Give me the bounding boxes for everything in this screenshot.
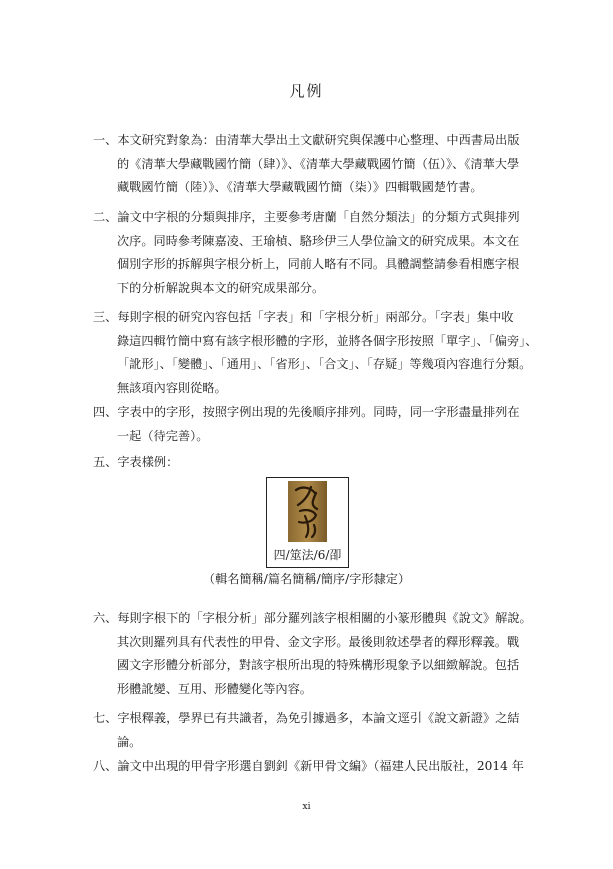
item-line: 八、論文中出現的甲骨字形選自劉釗《新甲骨文編》（福建人民出版社，2014 年 bbox=[93, 759, 524, 773]
item-line: 其次則羅列具有代表性的甲骨、金文字形。最後則敘述學者的釋形釋義。戰 bbox=[117, 634, 520, 649]
item-line: 一、本文研究對象為：由清華大學出土文獻研究與保護中心整理、中西書局出版 bbox=[93, 133, 520, 147]
item-line: 六、每則字根下的「字根分析」部分羅列該字根相關的小篆形體與《說文》解說。 bbox=[93, 611, 532, 625]
item-line: 無該項內容則從略。 bbox=[117, 380, 227, 395]
list-item bbox=[93, 129, 533, 200]
list-item bbox=[93, 451, 533, 475]
item-line: 四、字表中的字形，按照字例出現的先後順序排列。同時，同一字形盡量排列在 bbox=[93, 405, 520, 419]
item-line: 個別字形的拆解與字根分析上，同前人略有不同。具體調整請參看相應字根 bbox=[117, 257, 520, 271]
sample-label: 四/筮法/6/卲 bbox=[273, 548, 342, 562]
item-line: 五、字表樣例： bbox=[93, 455, 179, 469]
item-line: 論。 bbox=[117, 734, 142, 749]
item-line: 「訛形」、「變體」、「通用」、「省形」、「合文」、「存疑」等幾項內容進行分類。 bbox=[117, 357, 532, 371]
item-line: 國文字形體分析部分，對該字根所出現的特殊構形現象予以細緻解說。包括 bbox=[117, 658, 520, 672]
page-title: 凡例 bbox=[289, 82, 324, 100]
item-line: 錄這四輯竹簡中寫有該字根形體的字形，並將各個字形按照「單字」、「偏旁」、 bbox=[117, 333, 538, 348]
bamboo-slip-glyph-image bbox=[288, 481, 327, 542]
list-item bbox=[93, 206, 533, 300]
list-item bbox=[93, 401, 533, 448]
sample-box bbox=[266, 477, 349, 568]
item-line: 三、每則字根的研究內容包括「字表」和「字根分析」兩部分。「字表」集中收 bbox=[93, 310, 514, 324]
sample-caption: （輯名簡稱/篇名簡稱/簡序/字形隸定） bbox=[202, 572, 411, 586]
item-line: 形體訛變、互用、形體變化等內容。 bbox=[117, 681, 312, 696]
page-number: xi bbox=[302, 802, 311, 812]
item-line: 藏戰國竹簡（陸）》、《清華大學藏戰國竹簡（柒）》四輯戰國楚竹書。 bbox=[117, 180, 483, 194]
item-line: 次序。同時參考陳嘉凌、王瑜楨、駱珍伊三人學位論文的研究成果。本文在 bbox=[117, 233, 520, 248]
list-item bbox=[93, 306, 538, 400]
item-line: 一起（待完善）。 bbox=[117, 428, 209, 443]
item-line: 二、論文中字根的分類與排序，主要參考唐蘭「自然分類法」的分類方式與排列 bbox=[93, 210, 520, 224]
list-item bbox=[93, 607, 533, 701]
list-item bbox=[93, 707, 533, 754]
item-line: 下的分析解說與本文的研究成果部分。 bbox=[117, 280, 325, 295]
item-line: 七、字根釋義，學界已有共識者，為免引據過多，本論文逕引《說文新證》之結 bbox=[93, 711, 520, 725]
item-line: 的《清華大學藏戰國竹簡（肆）》、《清華大學藏戰國竹簡（伍）》、《清華大學 bbox=[117, 156, 520, 171]
list-item bbox=[93, 755, 533, 779]
